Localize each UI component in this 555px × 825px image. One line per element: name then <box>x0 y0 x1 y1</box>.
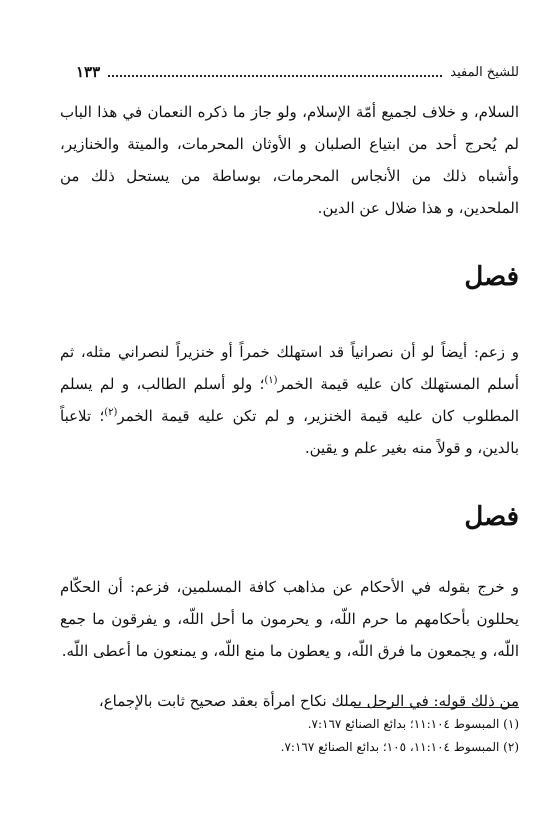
section-heading-2: فصل <box>464 502 519 532</box>
footnote-ref-1[interactable]: (١) <box>264 375 278 386</box>
paragraph-2 <box>60 336 519 464</box>
page-number: ١٣٣ <box>76 63 101 81</box>
paragraph-4: من ذلك قوله: في الرجل يملك نكاح امرأة بعقد صحيح ثابت بالإجماع، <box>98 692 519 710</box>
footnote-1: (١) المبسوط ١١:١٠٤؛ بدائع الصنائع ٧:١٦٧. <box>307 717 519 731</box>
paragraph-3: و خرج بقوله في الأحكام عن مذاهب كافة المسلمين، فزعم: أن الحكّام يحللون بأحكامهم ما حرم اللّه، و يحرمون ما أحل اللّه، و يفرقون ما جمع اللّه، و يجمعون ما فرق اللّه، و يعطون ما منع اللّه، و يمنعون ما أعطى اللّه. <box>60 578 519 660</box>
paragraph-2-part-2: ؛ ولو أسلم الطالب، و لم يسلم المطلوب كان عليه قيمة الخنزير، و لم تكن عليه قيمة الخمر <box>60 375 519 425</box>
dotted-leader <box>108 75 442 77</box>
book-title: للشيخ المفيد <box>450 64 519 80</box>
footnotes <box>60 713 519 759</box>
paragraph-1: السلام، و خلاف لجميع أمّة الإسلام، ولو جاز ما ذكره النعمان في هذا الباب لم يُحرج أحد من ابتياع الصلبان و الأوثان المحرمات، والميتة والخنازير، وأشباه ذلك من الأنجاس المحرمات، بوساطة من يستحل ذلك من الملحدين، و هذا ضلال عن الدين. <box>60 103 519 217</box>
section-heading-1: فصل <box>464 262 519 292</box>
footnote-2: (٢) المبسوط ١١:١٠٤، ١٠٥؛ بدائع الصنائع ٧:١٦٧. <box>280 740 519 754</box>
footnote-divider <box>354 707 519 708</box>
running-header <box>76 60 519 84</box>
paragraph-2-part-1: و زعم: أيضاً لو أن نصرانياً قد استهلك خمراً أو خنزيراً لنصراني مثله، ثم أسلم المستهلك كان عليه قيمة الخمر <box>60 343 519 393</box>
footnote-ref-2[interactable]: (٢) <box>104 407 118 418</box>
paragraph-2-part-3: ؛ تلاعباً بالدين، و قولاً منه بغير علم و يقين. <box>60 407 519 457</box>
